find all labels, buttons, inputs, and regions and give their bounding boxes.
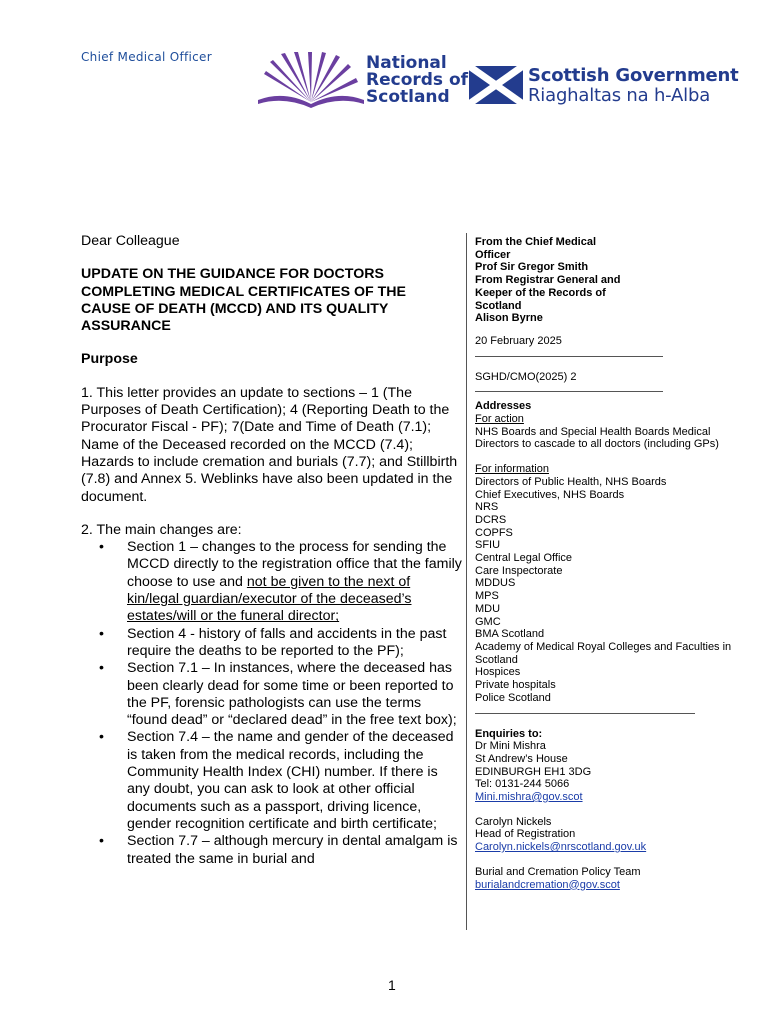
list-item: • Section 7.4 – the name and gender of the deceased is taken from the medical records, including the Community Health Index (CHI) number. If there is any doubt, you can ask to look at other official documents such as a passport, driving licence, gender recognition certificate and birth certificate; bbox=[81, 729, 463, 833]
contact-address: St Andrew’s House bbox=[475, 752, 568, 765]
from-line: Scotland bbox=[475, 299, 522, 312]
list-item: BMA Scotland bbox=[475, 628, 545, 641]
list-item: • Section 7.7 – although mercury in dental amalgam is treated the same in burial and bbox=[81, 833, 463, 868]
from-line: From the Chief Medical bbox=[475, 236, 597, 248]
list-item: • Section 7.1 – In instances, where the deceased has been clearly dead for some time or been reported to the PF, forensic pathologists can use the terms “found dead” or “declared dead” in the free text box); bbox=[81, 660, 463, 729]
nrs-logo-line1: National bbox=[366, 53, 447, 73]
list-item: Chief Executives, NHS Boards bbox=[475, 488, 625, 501]
chief-medical-officer-label: Chief Medical Officer bbox=[81, 50, 212, 64]
contact-burial-team bbox=[475, 866, 755, 891]
greeting: Dear Colleague bbox=[81, 233, 180, 249]
for-information-label: For information bbox=[475, 463, 549, 476]
email-link-nickels[interactable]: Carolyn.nickels@nrscotland.gov.uk bbox=[475, 841, 647, 854]
email-link-burial-cremation[interactable]: burialandcremation@gov.scot bbox=[475, 878, 620, 891]
separator bbox=[475, 356, 663, 357]
list-item: COPFS bbox=[475, 526, 513, 539]
list-item: DCRS bbox=[475, 513, 507, 526]
list-item: Care Inspectorate bbox=[475, 564, 563, 577]
from-line: Alison Byrne bbox=[475, 312, 543, 325]
list-item: GMC bbox=[475, 615, 501, 628]
list-item: MDU bbox=[475, 602, 501, 615]
list-item: MPS bbox=[475, 590, 499, 603]
letter-body bbox=[81, 233, 463, 868]
subject-line: ASSURANCE bbox=[81, 318, 171, 335]
list-item: NRS bbox=[475, 501, 499, 514]
contact-mishra bbox=[475, 740, 755, 804]
contact-name: Carolyn Nickels bbox=[475, 815, 552, 828]
list-item: Hospices bbox=[475, 666, 521, 679]
contact-name: Dr Mini Mishra bbox=[475, 740, 546, 753]
scottish-government-logo-text bbox=[528, 66, 739, 106]
list-item: • Section 4 - history of falls and accidents in the past require the deaths to be reported to the PF); bbox=[81, 626, 463, 661]
main-changes-list bbox=[81, 539, 463, 868]
list-item: MDDUS bbox=[475, 577, 516, 590]
for-action-label: For action bbox=[475, 413, 524, 426]
sidebar bbox=[475, 236, 755, 899]
list-item: SFIU bbox=[475, 539, 501, 552]
for-action-text: NHS Boards and Special Health Boards Medical Directors to cascade to all doctors (including GPs) bbox=[475, 425, 719, 451]
column-divider bbox=[466, 233, 467, 930]
from-block bbox=[475, 236, 755, 325]
list-item bbox=[81, 539, 463, 625]
bullet-1-underlined-text: not be given to the next of kin/legal guardian/executor of the deceased’s estates/will or the funeral director; bbox=[127, 573, 412, 625]
nrs-logo-icon bbox=[256, 52, 366, 108]
list-item: Police Scotland bbox=[475, 691, 551, 704]
paragraph-2-intro: 2. The main changes are: bbox=[81, 521, 242, 538]
subject-line: COMPLETING MEDICAL CERTIFICATES OF THE bbox=[81, 283, 406, 300]
email-link-mishra[interactable]: Mini.mishra@gov.scot bbox=[475, 791, 583, 804]
reference-number: SGHD/CMO(2025) 2 bbox=[475, 370, 577, 383]
contact-telephone: Tel: 0131-244 5066 bbox=[475, 778, 570, 791]
separator bbox=[475, 391, 663, 392]
separator bbox=[475, 713, 695, 714]
from-line: Prof Sir Gregor Smith bbox=[475, 261, 589, 274]
for-information-list bbox=[475, 476, 755, 705]
contact-role: Head of Registration bbox=[475, 828, 576, 841]
list-item: Private hospitals bbox=[475, 679, 556, 692]
letter-subject bbox=[81, 266, 463, 335]
contact-address: EDINBURGH EH1 3DG bbox=[475, 765, 592, 778]
subject-line: UPDATE ON THE GUIDANCE FOR DOCTORS bbox=[81, 266, 384, 283]
from-line: Officer bbox=[475, 248, 511, 261]
addresses-heading: Addresses bbox=[475, 400, 532, 413]
page-number: 1 bbox=[388, 977, 396, 993]
saltire-flag-icon bbox=[469, 66, 523, 104]
subject-line: CAUSE OF DEATH (MCCD) AND ITS QUALITY bbox=[81, 300, 389, 317]
sg-logo-line2: Riaghaltas na h-Alba bbox=[528, 85, 711, 106]
sg-logo-line1: Scottish Government bbox=[528, 65, 739, 86]
paragraph-1: 1. This letter provides an update to sections – 1 (The Purposes of Death Certification); 4 (Reporting Death to the Procurator Fiscal - PF); 7(Date and Time of Death (7.1); Name of the Deceased recorded on the MCCD (7.4); Hazards to include cremation and burials (7.7); and Stillbirth (7.8) and Annex 5. Weblinks have also been updated in the document. bbox=[81, 384, 458, 505]
from-line: Keeper of the Records of bbox=[475, 286, 606, 299]
nrs-logo-text bbox=[366, 55, 468, 106]
contact-nickels bbox=[475, 816, 755, 854]
nrs-logo-line2: Records of bbox=[366, 70, 469, 90]
nrs-logo-line3: Scotland bbox=[366, 87, 450, 107]
contact-name: Burial and Cremation Policy Team bbox=[475, 865, 641, 878]
from-line: From Registrar General and bbox=[475, 274, 621, 287]
enquiries-heading: Enquiries to: bbox=[475, 727, 543, 740]
list-item: Central Legal Office bbox=[475, 552, 573, 565]
letter-date: 20 February 2025 bbox=[475, 334, 562, 347]
bullet-1-text: Section 1 – changes to the process for sending the MCCD directly to the registration office that the family choose to use and bbox=[127, 539, 462, 590]
list-item: Academy of Medical Royal Colleges and Faculties in Scotland bbox=[475, 640, 732, 666]
purpose-heading: Purpose bbox=[81, 351, 138, 368]
list-item: Directors of Public Health, NHS Boards bbox=[475, 475, 667, 488]
